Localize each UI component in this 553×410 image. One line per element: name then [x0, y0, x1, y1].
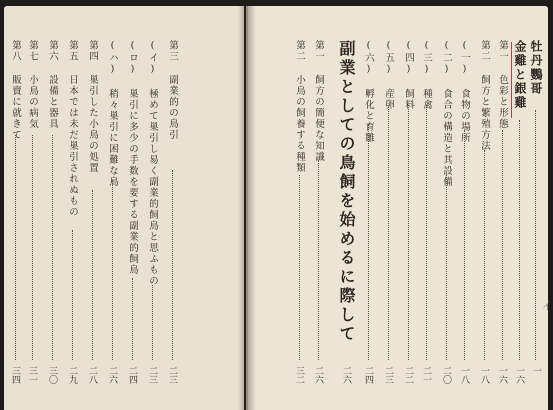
toc-entry: (二) 食合の構造と其設備 [441, 40, 452, 188]
leader-dots [426, 105, 427, 360]
leader-dots [112, 180, 113, 360]
toc-entry: 第七 小鳥の病気 [27, 40, 38, 130]
toc-entry: (四) 飼料 [403, 40, 414, 111]
leader-dots [15, 135, 16, 360]
page-number: 三一 [27, 366, 37, 384]
page-number: 三二 [294, 366, 304, 384]
page-number: 二六 [341, 366, 351, 384]
page-number: 一六 [497, 366, 507, 384]
page-number: 一 [531, 366, 541, 375]
leader-dots [52, 135, 53, 360]
page-number: 二三 [167, 366, 177, 384]
left-page [4, 6, 244, 410]
toc-entry: 第二 飼方と繁殖方法 [479, 40, 490, 152]
page-number: 三〇 [47, 366, 57, 384]
leader-dots [408, 105, 409, 360]
red-pencil-mark [511, 42, 512, 118]
leader-dots [172, 170, 173, 360]
leader-dots [484, 150, 485, 360]
toc-entry: 第一 色彩と形態 [497, 40, 508, 130]
toc-entry: (ロ) 巣引に多少の手数を要する副業的飼鳥 [127, 40, 138, 276]
page-number: 二四 [127, 366, 137, 384]
page-number: 二〇 [441, 366, 451, 384]
leader-dots [72, 230, 73, 360]
page-number: 二三 [147, 366, 157, 384]
toc-entry: (イ) 極めて巣引し易く副業的飼鳥と思ふもの [147, 40, 158, 287]
toc-entry: 第四 巣引した小鳥の処置 [87, 40, 98, 174]
toc-entry: 第八 販賣に就きて [10, 40, 21, 141]
toc-entry: 第六 設備と器具 [47, 40, 58, 130]
leader-dots [464, 130, 465, 360]
leader-dots [92, 190, 93, 360]
leader-dots [446, 175, 447, 360]
page-number: 一八 [459, 366, 469, 384]
page-number: 二一 [421, 366, 431, 384]
subsection-title: 金雞と銀雞 [513, 40, 527, 110]
toc-entry: 第五 日本では未だ巣引されぬもの [67, 40, 78, 218]
toc-entry: 第二 小鳥の飼養する種類 [294, 40, 305, 174]
leader-dots [152, 285, 153, 360]
book-gutter [238, 6, 256, 410]
leader-dots [519, 120, 520, 360]
toc-entry: (三) 種禽 [421, 40, 432, 111]
page-number: 二六 [107, 366, 117, 384]
toc-entry: (五) 産卵 [383, 40, 394, 111]
toc-entry: (ハ) 稍々巣引に困難な鳥 [107, 40, 118, 188]
page-number: 一八 [479, 366, 489, 384]
page-number: 二二 [403, 366, 413, 384]
leader-dots [535, 110, 536, 360]
toc-entry: 第三 副業的の鳥引 [167, 40, 178, 141]
page-number: 一六 [514, 366, 524, 384]
toc-entry: (六) 孵化と育雛 [363, 40, 374, 144]
page-number: 二六 [313, 366, 323, 384]
page-number: 二八 [87, 366, 97, 384]
toc-entry: 第一 飼方の簡便な知識 [313, 40, 324, 163]
leader-dots [318, 160, 319, 360]
margin-mark: イ [540, 300, 553, 311]
toc-entry: (一) 食物の場所 [459, 40, 470, 144]
leader-dots [299, 175, 300, 360]
page-number: 二三 [383, 366, 393, 384]
page-number: 三四 [10, 366, 20, 384]
page-number: 二四 [363, 366, 373, 384]
page-number: 二九 [67, 366, 77, 384]
chapter-heading: 副業としての鳥飼を始めるに際して [337, 40, 356, 344]
leader-dots [388, 105, 389, 360]
leader-dots [368, 125, 369, 360]
leader-dots [132, 278, 133, 360]
section-title: 牡丹鸚哥 [529, 40, 543, 96]
leader-dots [502, 130, 503, 360]
leader-dots [32, 135, 33, 360]
